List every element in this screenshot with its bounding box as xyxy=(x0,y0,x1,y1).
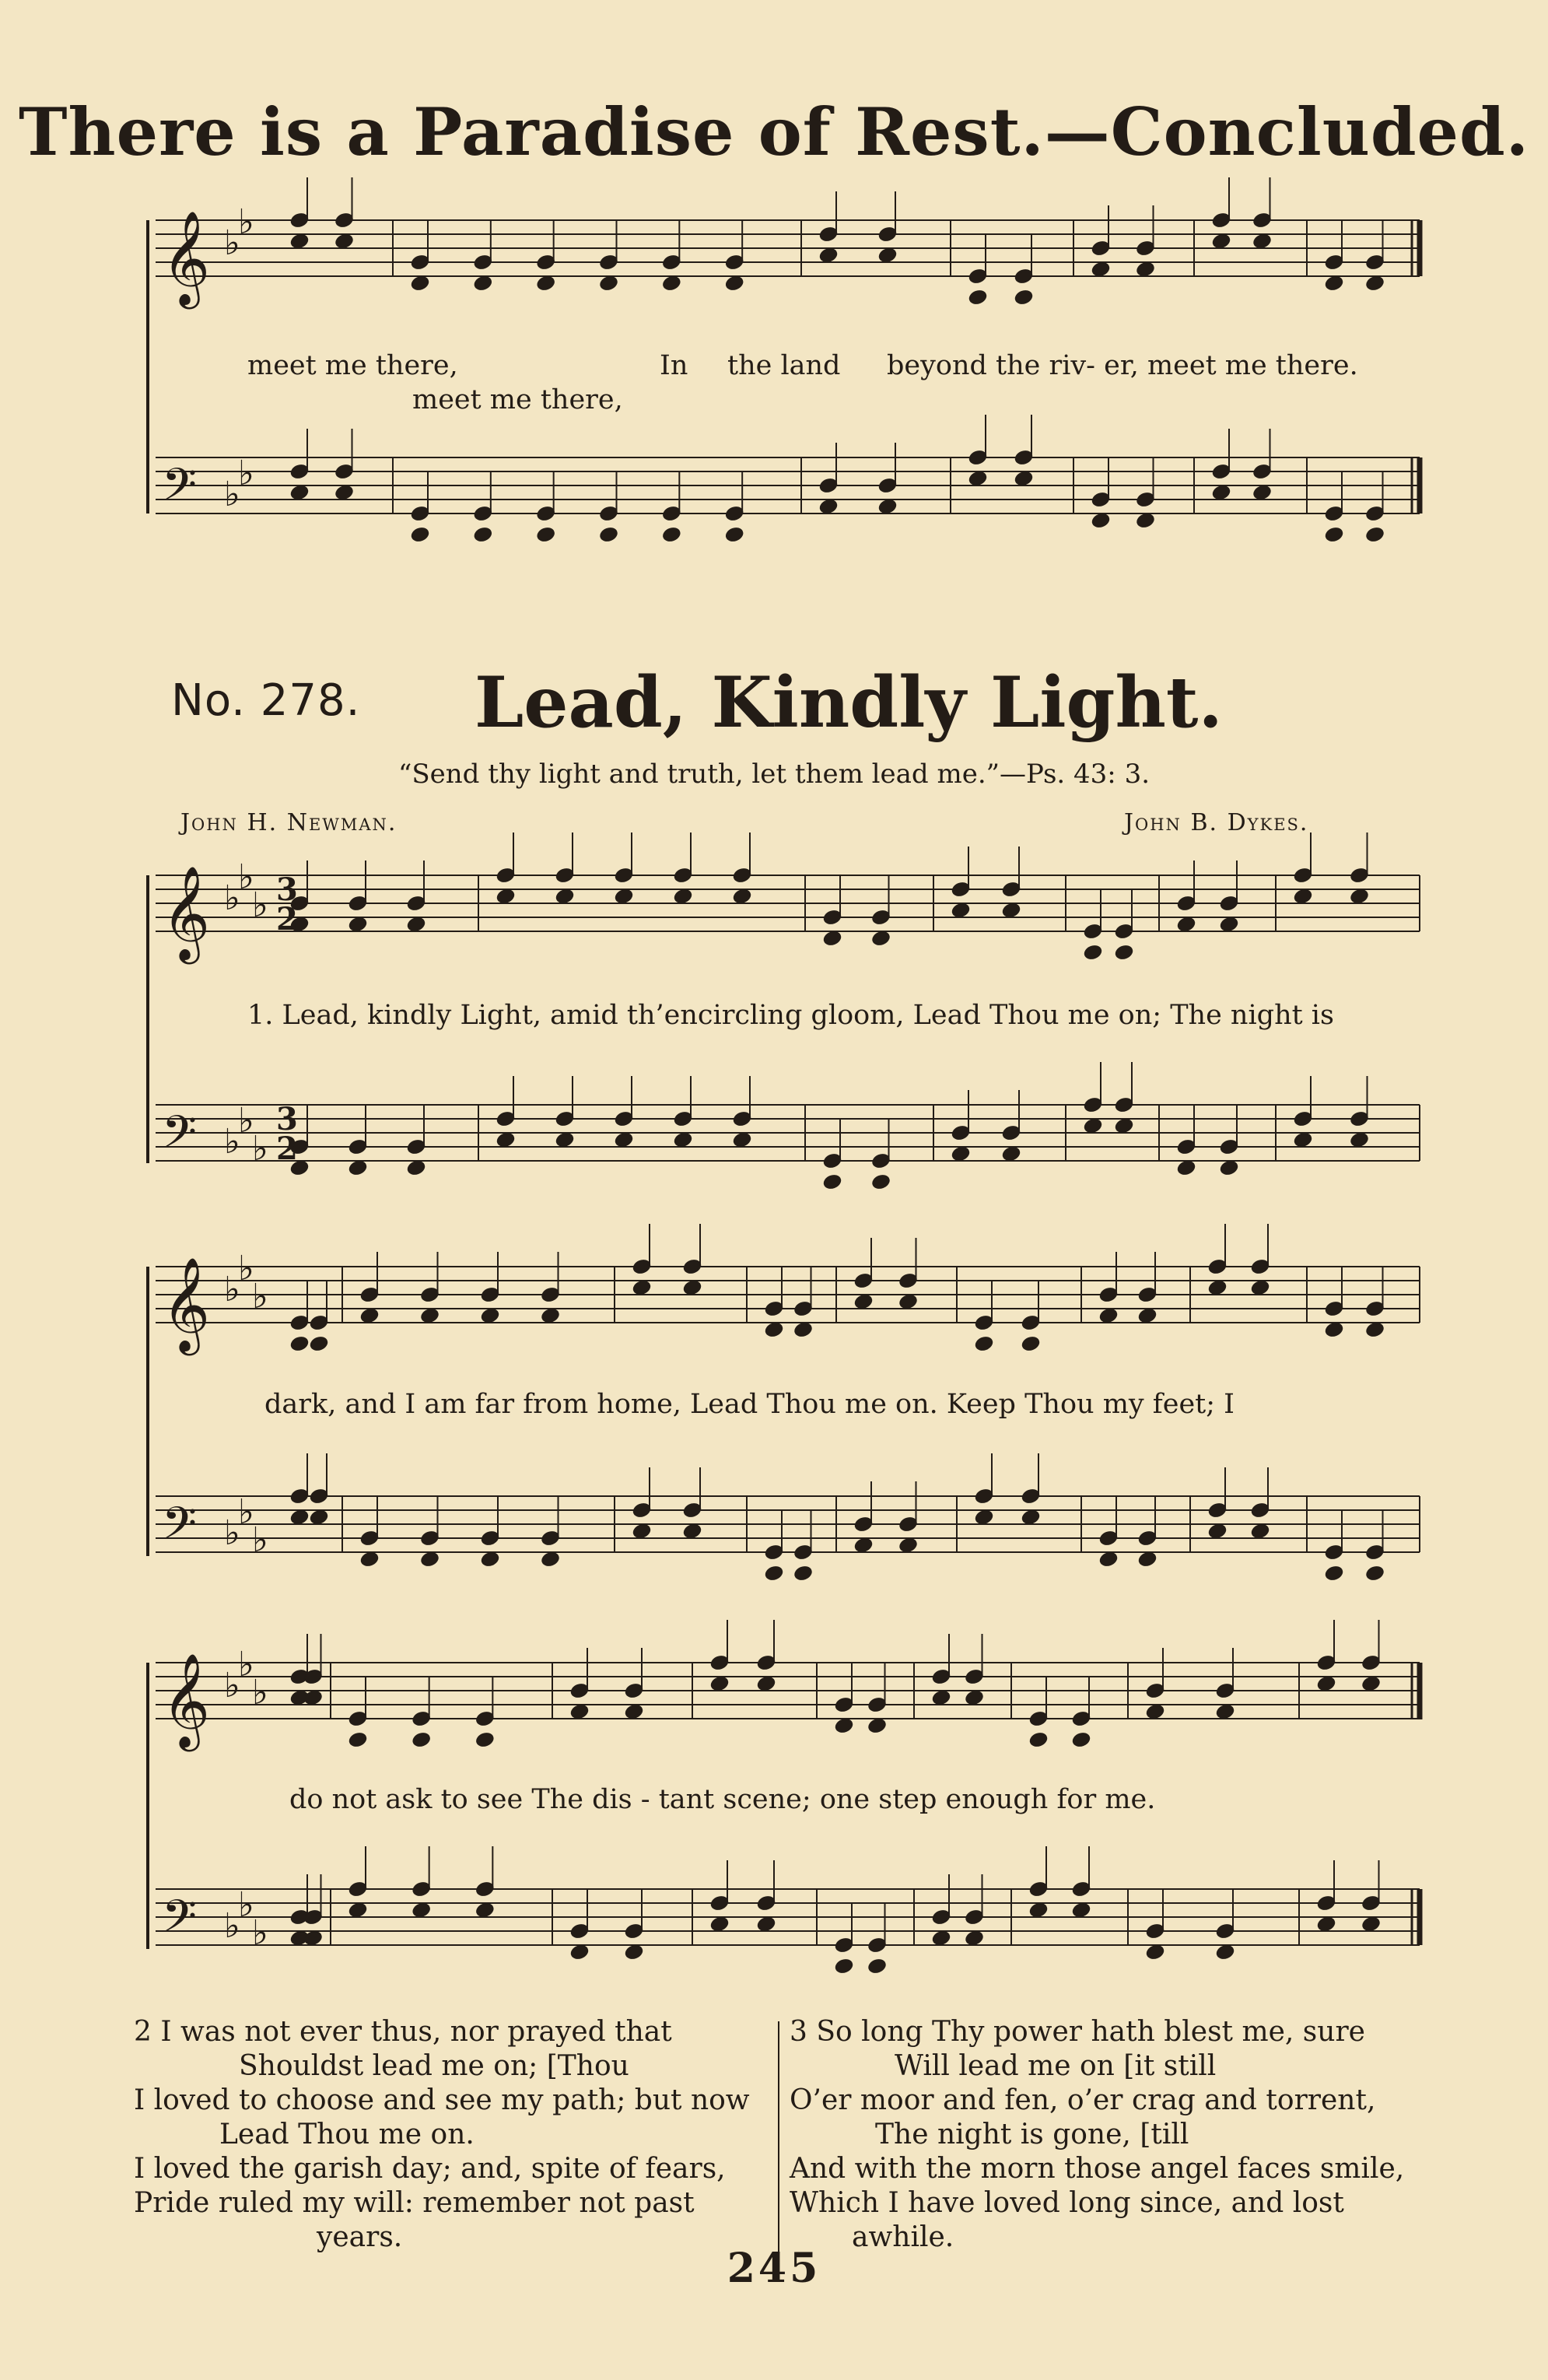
prev-lyric-1c: the land xyxy=(727,350,841,381)
verse-2-line-4: Lead Thou me on. xyxy=(219,2119,475,2150)
note-head xyxy=(1324,1565,1344,1583)
note-head xyxy=(1145,1944,1165,1961)
treble-clef: 𝄞 xyxy=(162,1653,211,1747)
flat-sign: ♭ xyxy=(252,1277,268,1316)
note-head xyxy=(867,1958,887,1975)
note-head xyxy=(598,275,618,293)
verse-2-line-6: Pride ruled my will: remember not past xyxy=(134,2187,695,2219)
note-head xyxy=(1014,289,1034,307)
note-head xyxy=(931,1689,951,1707)
note-head xyxy=(1211,233,1231,251)
note-head xyxy=(974,1335,994,1353)
note-head xyxy=(793,1565,813,1583)
note-head xyxy=(793,1321,813,1339)
verse-3-line-6: Which I have loved long since, and lost xyxy=(790,2187,1344,2219)
note-head xyxy=(1349,888,1369,906)
note-head xyxy=(410,526,430,544)
treble-clef: 𝄞 xyxy=(162,865,211,960)
page-number: 245 xyxy=(727,2245,821,2292)
note-head xyxy=(661,526,681,544)
note-head xyxy=(632,1523,652,1541)
note-head xyxy=(818,247,839,265)
note-head xyxy=(732,1131,752,1149)
verse-2-line-1: 2 I was not ever thus, nor prayed that xyxy=(134,2016,672,2048)
flat-sign: ♭ xyxy=(238,202,254,242)
note-head xyxy=(1021,1509,1041,1526)
lyrics-system-1: 1. Lead, kindly Light, amid th’encircling gloom, Lead Thou me on; The night is xyxy=(247,1000,1334,1031)
note-head xyxy=(764,1321,784,1339)
note-head xyxy=(1361,1916,1381,1933)
note-head xyxy=(614,888,634,906)
verse-2 xyxy=(134,2015,772,2255)
note-head xyxy=(853,1537,874,1555)
bass-clef: 𝄢 xyxy=(162,458,198,522)
flat-sign: ♭ xyxy=(224,1122,240,1162)
note-head xyxy=(1098,1307,1119,1325)
time-signature-bottom: 2 xyxy=(276,901,298,938)
note-head xyxy=(348,1159,368,1177)
note-head xyxy=(555,1131,575,1149)
note-head xyxy=(1091,261,1111,279)
note-head xyxy=(475,1731,495,1749)
note-head xyxy=(1250,1279,1270,1297)
note-head xyxy=(419,1551,440,1569)
note-head xyxy=(1219,1159,1239,1177)
note-head xyxy=(1324,275,1344,293)
note-head xyxy=(359,1307,380,1325)
note-head xyxy=(1361,1675,1381,1693)
composer: John B. Dykes. xyxy=(1124,809,1309,836)
lyrics-system-2: dark, and I am far from home, Lead Thou me on. Keep Thou my feet; I xyxy=(264,1389,1235,1420)
note-head xyxy=(1021,1335,1041,1353)
note-head xyxy=(480,1551,500,1569)
note-head xyxy=(1114,1117,1134,1135)
note-head xyxy=(632,1279,652,1297)
flat-sign: ♭ xyxy=(224,1666,240,1705)
note-head xyxy=(1028,1902,1049,1919)
note-head xyxy=(661,275,681,293)
note-head xyxy=(289,1509,310,1526)
note-head xyxy=(496,1131,516,1149)
note-head xyxy=(289,233,310,251)
note-head xyxy=(410,275,430,293)
note-head xyxy=(540,1551,560,1569)
note-head xyxy=(1215,1703,1235,1721)
verse-2-line-3: I loved to choose and see my path; but now xyxy=(134,2084,750,2116)
note-head xyxy=(412,1902,432,1919)
note-head xyxy=(1135,261,1155,279)
flat-sign: ♭ xyxy=(224,475,240,514)
note-head xyxy=(348,916,368,934)
flat-sign: ♭ xyxy=(224,1270,240,1309)
note-head xyxy=(289,1335,310,1353)
note-head xyxy=(1293,1131,1313,1149)
flat-sign: ♭ xyxy=(252,1913,268,1953)
prev-lyric-1: meet me there, xyxy=(247,350,458,381)
hymn-number: No. 278. xyxy=(171,675,361,726)
note-head xyxy=(834,1717,854,1735)
note-head xyxy=(968,289,988,307)
verse-2-line-7: years. xyxy=(317,2221,403,2253)
note-head xyxy=(1349,1131,1369,1149)
note-head xyxy=(709,1675,730,1693)
note-head xyxy=(682,1279,702,1297)
note-head xyxy=(412,1731,432,1749)
verse-3-line-2: Will lead me on [it still xyxy=(895,2050,1217,2082)
note-head xyxy=(475,1902,495,1919)
scripture-reference: “Send thy light and truth, let them lead me.”—Ps. 43: 3. xyxy=(398,759,1150,790)
note-head xyxy=(724,526,744,544)
note-head xyxy=(303,1689,323,1707)
verse-3-line-7: awhile. xyxy=(852,2221,954,2253)
note-head xyxy=(406,1159,426,1177)
note-head xyxy=(834,1958,854,1975)
note-head xyxy=(822,1173,842,1191)
note-head xyxy=(334,233,354,251)
treble-clef: 𝄞 xyxy=(162,1257,211,1351)
note-head xyxy=(569,1703,590,1721)
note-head xyxy=(624,1944,644,1961)
note-head xyxy=(1028,1731,1049,1749)
time-signature-top: 3 xyxy=(276,1101,298,1137)
flat-sign: ♭ xyxy=(238,1101,254,1141)
flat-sign: ♭ xyxy=(238,1885,254,1925)
note-head xyxy=(764,1565,784,1583)
flat-sign: ♭ xyxy=(238,857,254,897)
note-head xyxy=(682,1523,702,1541)
note-head xyxy=(1207,1279,1228,1297)
flat-sign: ♭ xyxy=(238,454,254,493)
note-head xyxy=(673,888,693,906)
prev-lyric-1d: beyond the riv- er, meet me there. xyxy=(887,350,1358,381)
note-head xyxy=(1211,484,1231,502)
note-head xyxy=(496,888,516,906)
note-head xyxy=(540,1307,560,1325)
note-head xyxy=(1114,944,1134,962)
note-head xyxy=(1137,1307,1157,1325)
time-signature-top: 3 xyxy=(276,871,298,908)
note-head xyxy=(348,1731,368,1749)
note-head xyxy=(359,1551,380,1569)
note-head xyxy=(598,526,618,544)
note-head xyxy=(1364,526,1385,544)
note-head xyxy=(931,1930,951,1947)
note-head xyxy=(1324,1321,1344,1339)
note-head xyxy=(334,484,354,502)
note-head xyxy=(1001,1145,1021,1163)
note-head xyxy=(818,498,839,516)
note-head xyxy=(877,247,898,265)
prev-lyric-1b: In xyxy=(660,350,688,381)
note-head xyxy=(968,470,988,488)
flat-sign: ♭ xyxy=(238,1645,254,1684)
note-head xyxy=(870,1173,891,1191)
note-head xyxy=(536,275,556,293)
note-head xyxy=(756,1675,776,1693)
note-head xyxy=(555,888,575,906)
note-head xyxy=(473,526,493,544)
note-head xyxy=(951,902,971,920)
verse-3-line-4: The night is gone, [till xyxy=(875,2119,1189,2150)
note-head xyxy=(1091,512,1111,530)
flat-sign: ♭ xyxy=(252,885,268,925)
note-head xyxy=(473,275,493,293)
note-head xyxy=(870,930,891,948)
verse-divider xyxy=(778,2021,779,2263)
note-head xyxy=(1316,1916,1336,1933)
verse-2-line-5: I loved the garish day; and, spite of fears, xyxy=(134,2153,726,2185)
note-head xyxy=(1001,902,1021,920)
hymn-title: Lead, Kindly Light. xyxy=(475,661,1223,744)
note-head xyxy=(1364,275,1385,293)
flat-sign: ♭ xyxy=(238,1492,254,1532)
bass-clef: 𝄢 xyxy=(162,1497,198,1561)
flat-sign: ♭ xyxy=(224,223,240,263)
note-head xyxy=(569,1944,590,1961)
note-head xyxy=(1324,526,1344,544)
note-head xyxy=(1071,1902,1091,1919)
note-head xyxy=(732,888,752,906)
note-head xyxy=(480,1307,500,1325)
note-head xyxy=(867,1717,887,1735)
flat-sign: ♭ xyxy=(252,1129,268,1169)
note-head xyxy=(536,526,556,544)
note-head xyxy=(1250,1523,1270,1541)
verse-2-line-2: Shouldst lead me on; [Thou xyxy=(239,2050,629,2082)
note-head xyxy=(1252,484,1272,502)
note-head xyxy=(348,1902,368,1919)
note-head xyxy=(1252,233,1272,251)
note-head xyxy=(1014,470,1034,488)
note-head xyxy=(303,1930,323,1947)
prev-lyric-2: meet me there, xyxy=(412,384,623,415)
verse-3-line-1: 3 So long Thy power hath blest me, sure xyxy=(790,2016,1365,2048)
flat-sign: ♭ xyxy=(252,1520,268,1560)
lyricist: John H. Newman. xyxy=(180,809,398,836)
verse-3-line-5: And with the morn those angel faces smile, xyxy=(790,2153,1405,2185)
note-head xyxy=(1098,1551,1119,1569)
note-head xyxy=(624,1703,644,1721)
note-head xyxy=(673,1131,693,1149)
note-head xyxy=(1207,1523,1228,1541)
flat-sign: ♭ xyxy=(224,1513,240,1553)
prev-hymn-title: There is a Paradise of Rest.—Concluded. xyxy=(19,93,1529,170)
note-head xyxy=(974,1509,994,1526)
flat-sign: ♭ xyxy=(252,1673,268,1712)
flat-sign: ♭ xyxy=(224,1906,240,1946)
note-head xyxy=(951,1145,971,1163)
note-head xyxy=(1364,1565,1385,1583)
note-head xyxy=(1293,888,1313,906)
note-head xyxy=(709,1916,730,1933)
lyrics-system-3: do not ask to see The dis - tant scene; one step enough for me. xyxy=(289,1784,1156,1815)
note-head xyxy=(309,1509,329,1526)
flat-sign: ♭ xyxy=(238,1249,254,1288)
verse-3-line-3: O’er moor and fen, o’er crag and torrent, xyxy=(790,2084,1376,2116)
note-head xyxy=(853,1293,874,1311)
treble-clef: 𝄞 xyxy=(162,210,211,305)
note-head xyxy=(877,498,898,516)
note-head xyxy=(1176,1159,1196,1177)
verse-3 xyxy=(790,2015,1427,2255)
note-head xyxy=(406,916,426,934)
note-head xyxy=(1071,1731,1091,1749)
note-head xyxy=(822,930,842,948)
note-head xyxy=(614,1131,634,1149)
flat-sign: ♭ xyxy=(224,878,240,918)
note-head xyxy=(756,1916,776,1933)
note-head xyxy=(898,1293,918,1311)
time-signature-bottom: 2 xyxy=(276,1130,298,1167)
note-head xyxy=(1137,1551,1157,1569)
note-head xyxy=(724,275,744,293)
note-head xyxy=(1364,1321,1385,1339)
note-head xyxy=(1215,1944,1235,1961)
note-head xyxy=(898,1537,918,1555)
note-head xyxy=(1083,1117,1103,1135)
note-head xyxy=(309,1335,329,1353)
note-head xyxy=(1083,944,1103,962)
note-head xyxy=(419,1307,440,1325)
note-head xyxy=(1316,1675,1336,1693)
note-head xyxy=(964,1930,984,1947)
note-head xyxy=(289,484,310,502)
note-head xyxy=(1219,916,1239,934)
note-head xyxy=(964,1689,984,1707)
bass-clef: 𝄢 xyxy=(162,1890,198,1954)
bass-clef: 𝄢 xyxy=(162,1106,198,1169)
note-head xyxy=(1135,512,1155,530)
note-head xyxy=(1145,1703,1165,1721)
note-head xyxy=(1176,916,1196,934)
